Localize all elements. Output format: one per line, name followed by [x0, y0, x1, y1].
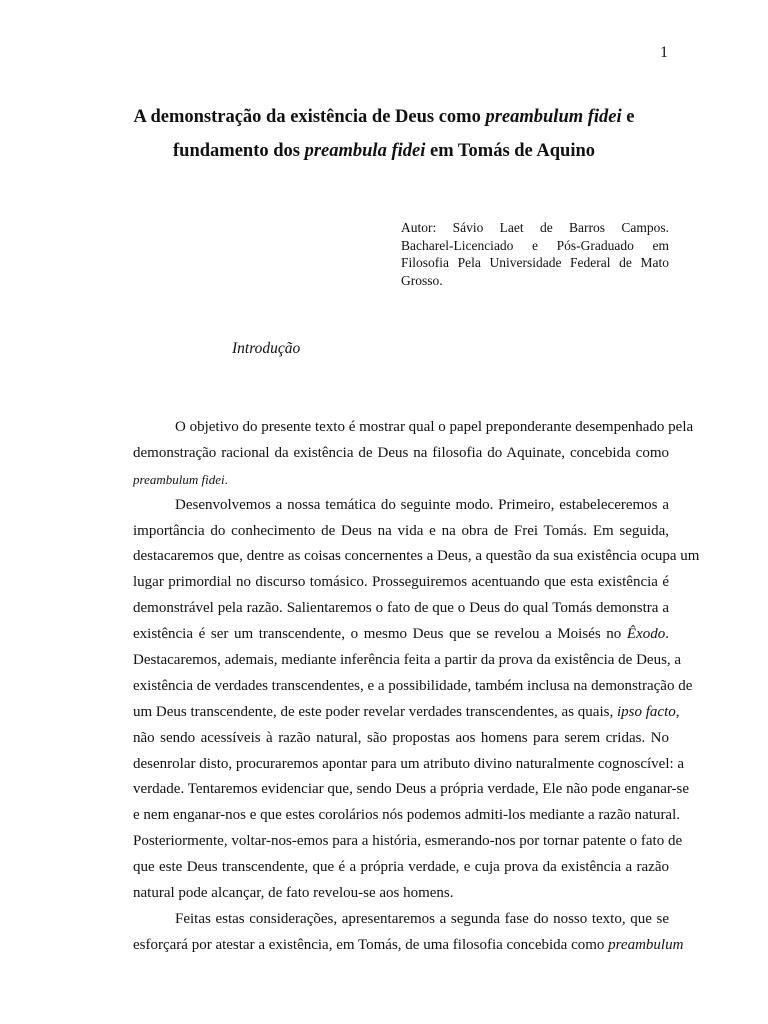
- italic-term: preambulum fidei: [133, 471, 225, 487]
- paragraph-text: .: [224, 471, 228, 487]
- paragraph-line: lugar primordial no discurso tomásico. Prosseguiremos acentuando que esta existência é: [133, 574, 669, 591]
- paragraph-line: Desenvolvemos a nossa temática do seguinte modo. Primeiro, estabeleceremos a: [175, 496, 669, 513]
- title-text: fundamento dos: [173, 141, 305, 161]
- paragraph-line: destacaremos que, dentre as coisas concernentes a Deus, a questão da sua existência ocupa um: [133, 548, 700, 565]
- paragraph-line: O objetivo do presente texto é mostrar qual o papel preponderante desempenhado pela: [175, 419, 694, 435]
- paragraph-line: Destacaremos, ademais, mediante inferência feita a partir da prova da existência de Deus, a: [133, 652, 682, 669]
- paragraph-text: .: [665, 626, 669, 643]
- section-heading: Introdução: [232, 340, 301, 357]
- body-text: [133, 415, 700, 959]
- author-line: Bacharel-Licenciado e Pós-Graduado em: [401, 237, 669, 253]
- author-line: Autor: Sávio Laet de Barros Campos.: [401, 220, 669, 235]
- paragraph-line: não sendo acessíveis à razão natural, são propostas aos homens para serem cridas. No: [133, 729, 669, 746]
- document-title: [100, 100, 668, 168]
- title-text: e: [621, 107, 635, 127]
- italic-term: preambulum: [608, 936, 684, 953]
- paragraph-line: importância do conhecimento de Deus na vida e na obra de Frei Tomás. Em seguida,: [133, 522, 669, 539]
- title-italic-term: preambulum fidei: [485, 107, 622, 127]
- paragraph-line: e nem enganar-nos e que estes corolários nós podemos admiti-los mediante a razão natural.: [133, 807, 681, 824]
- author-line: Grosso.: [401, 272, 443, 288]
- title-italic-term: preambula fidei: [304, 141, 426, 161]
- title-line-1: [133, 107, 634, 127]
- paragraph-text: um Deus transcendente, de este poder revelar verdades transcendentes, as quais,: [133, 703, 617, 720]
- italic-term: Êxodo: [626, 626, 666, 643]
- paragraph-text: esforçará por atestar a existência, em Tomás, de uma filosofia concebida como: [133, 936, 609, 953]
- paragraph-line: [133, 700, 680, 726]
- paragraph-line: natural pode alcançar, de fato revelou-se aos homens.: [133, 885, 454, 902]
- author-line: Filosofia Pela Universidade Federal de Mato: [401, 255, 669, 270]
- title-line-2: [173, 141, 595, 161]
- title-text: em Tomás de Aquino: [425, 141, 595, 161]
- paragraph-line: Posteriormente, voltar-nos-emos para a história, esmerando-nos por tornar patente o fato de: [133, 833, 683, 850]
- paragraph-line: demonstrável pela razão. Salientaremos o fato de que o Deus do qual Tomás demonstra a: [133, 600, 669, 617]
- italic-term: ipso facto: [616, 703, 676, 720]
- paragraph-line: existência de verdades transcendentes, e a possibilidade, também inclusa na demonstração de: [133, 677, 693, 694]
- paragraph-text: existência é ser um transcendente, o mesmo Deus que se revelou a Moisés no: [133, 626, 627, 643]
- paragraph-line: demonstração racional da existência de Deus na filosofia do Aquinate, concebida como: [133, 444, 669, 461]
- paragraph-text: ,: [675, 703, 680, 720]
- paragraph-line: verdade. Tentaremos evidenciar que, sendo Deus a própria verdade, Ele não pode enganar-se: [133, 781, 690, 798]
- paragraph-line: que este Deus transcendente, que é a própria verdade, e cuja prova da existência a razão: [133, 859, 669, 876]
- paragraph-line: desenrolar disto, procuraremos apontar para um atributo divino naturalmente cognoscível: a: [133, 755, 685, 772]
- page-number: 1: [660, 44, 668, 61]
- paragraph-line: Feitas estas considerações, apresentaremos a segunda fase do nosso texto, que se: [175, 910, 669, 927]
- paragraph-line: [133, 467, 669, 493]
- author-block: [401, 219, 669, 289]
- title-text: A demonstração da existência de Deus como: [133, 107, 486, 127]
- paragraph-line: [133, 622, 669, 648]
- paragraph-line: [133, 933, 684, 959]
